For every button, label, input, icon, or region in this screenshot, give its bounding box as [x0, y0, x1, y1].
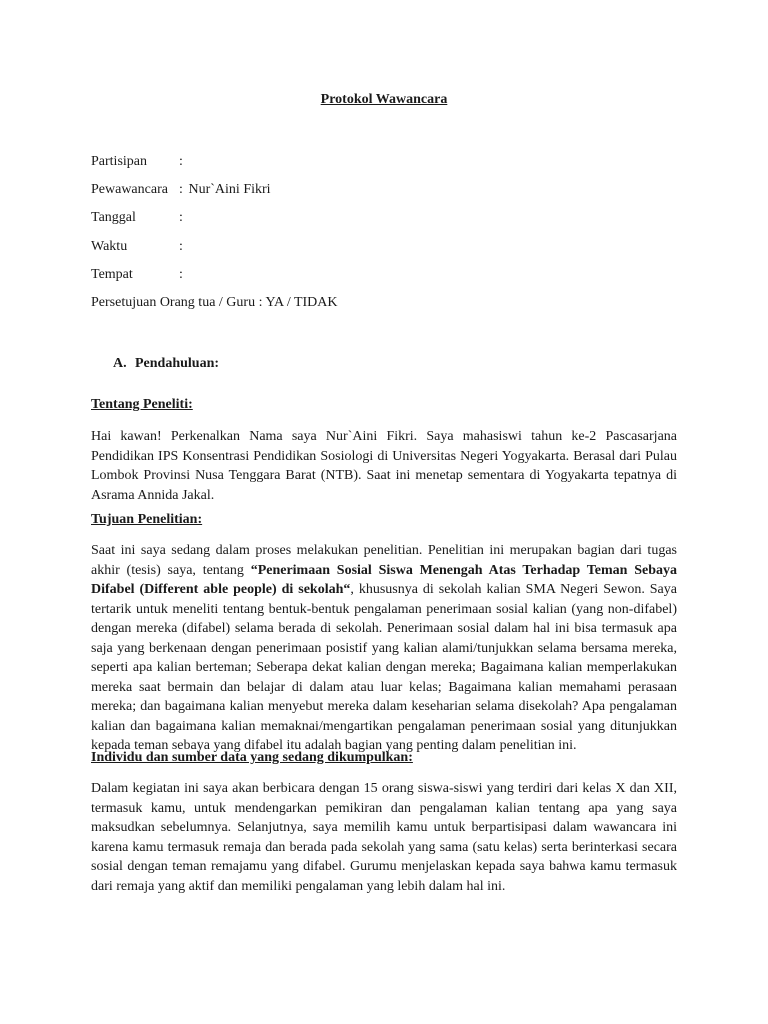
research-title-bold: “Penerimaan Sosial Siswa Menengah Atas Terhadap Teman Sebaya Difabel (Different able people) di sekolah“	[91, 562, 677, 597]
field-waktu: Waktu :	[91, 239, 183, 254]
field-value: Nur`Aini Fikri	[188, 182, 271, 197]
section-title: Pendahuluan:	[135, 356, 220, 371]
field-partisipan: Partisipan :	[91, 154, 183, 169]
field-label: Waktu	[91, 239, 128, 254]
consent-line: Persetujuan Orang tua / Guru : YA / TIDAK	[91, 295, 338, 310]
field-label: Pewawancara	[91, 182, 168, 197]
about-paragraph: Hai kawan! Perkenalkan Nama saya Nur`Aini Fikri. Saya mahasiswi tahun ke-2 Pascasarjana Pendidikan IPS Konsentrasi Pendidikan Sosiologi di Universitas Negeri Yogyakarta. Berasal dari Pulau Lombok Provinsi Nusa Tenggara Barat (NTB). Saat ini menetap sementara di Yogyakarta tepatnya di Asrama Annida Jakal.	[91, 429, 677, 503]
field-pewawancara: Pewawancara : Nur`Aini Fikri	[91, 182, 271, 197]
section-heading	[113, 356, 219, 372]
field-label: Tempat	[91, 267, 133, 282]
data-paragraph: Dalam kegiatan ini saya akan berbicara dengan 15 orang siswa-siswi yang terdiri dari kelas X dan XII, termasuk kamu, untuk mendengarkan pemikiran dan pengalaman kalian tentang apa yang saya maksudkan sebelumnya. Selanjutnya, saya memilih kamu untuk berpartisipasi dalam wawancara ini karena kamu termasuk remaja dan berada pada sekolah yang sama (satu kelas) serta berinterkasi secara sosial dengan teman remajamu yang difabel. Gurumu menjelaskan kepada saya bahwa kamu termasuk dari remaja yang aktif dan memiliki pengalaman yang lebih dalam hal ini.	[91, 781, 677, 894]
about-heading: Tentang Peneliti:	[91, 397, 193, 412]
purpose-text-before: Saat ini saya sedang dalam proses melakukan penelitian. Penelitian ini merupakan bagian dari tugas akhir (tesis) saya, tentang	[91, 543, 677, 578]
field-label: Tanggal	[91, 210, 136, 225]
field-tempat: Tempat :	[91, 267, 183, 282]
section-number: A.	[113, 356, 127, 371]
purpose-text-after: , khususnya di sekolah kalian SMA Negeri Sewon. Saya tertarik untuk meneliti tentang bentuk-bentuk pengalaman penerimaan sosial kalian (yang non-difabel) dengan mereka (difabel) selama berada di sekolah. Penerimaan sosial dalam hal ini bisa termasuk apa saja yang berkenaan dengan penerimaan posistif yang kalian alami/tunjukkan selama bersama mereka, seperti apa kalian berteman; Seberapa dekat kalian dengan mereka; Bagaimana kalian memperlakukan mereka saat bermain dan belajar di dalam atau luar kelas; Bagaimana kalian memahami perasaan mereka; dan bagaimana kalian menyebut mereka dalam keseharian selama disekolah? Apa pengalaman kalian dan bagaimana kalian memaknai/mengartikan pengalaman penerimaan sosial yang ditunjukkan kepada teman sebaya yang difabel itu adalah bagian yang penting dalam penelitian ini.	[91, 582, 677, 753]
purpose-paragraph	[91, 541, 677, 756]
field-tanggal: Tanggal :	[91, 210, 183, 225]
purpose-heading: Tujuan Penelitian:	[91, 512, 203, 527]
data-heading: Individu dan sumber data yang sedang dikumpulkan:	[91, 750, 413, 765]
page-title: Protokol Wawancara	[320, 92, 448, 107]
field-label: Partisipan	[91, 154, 147, 169]
